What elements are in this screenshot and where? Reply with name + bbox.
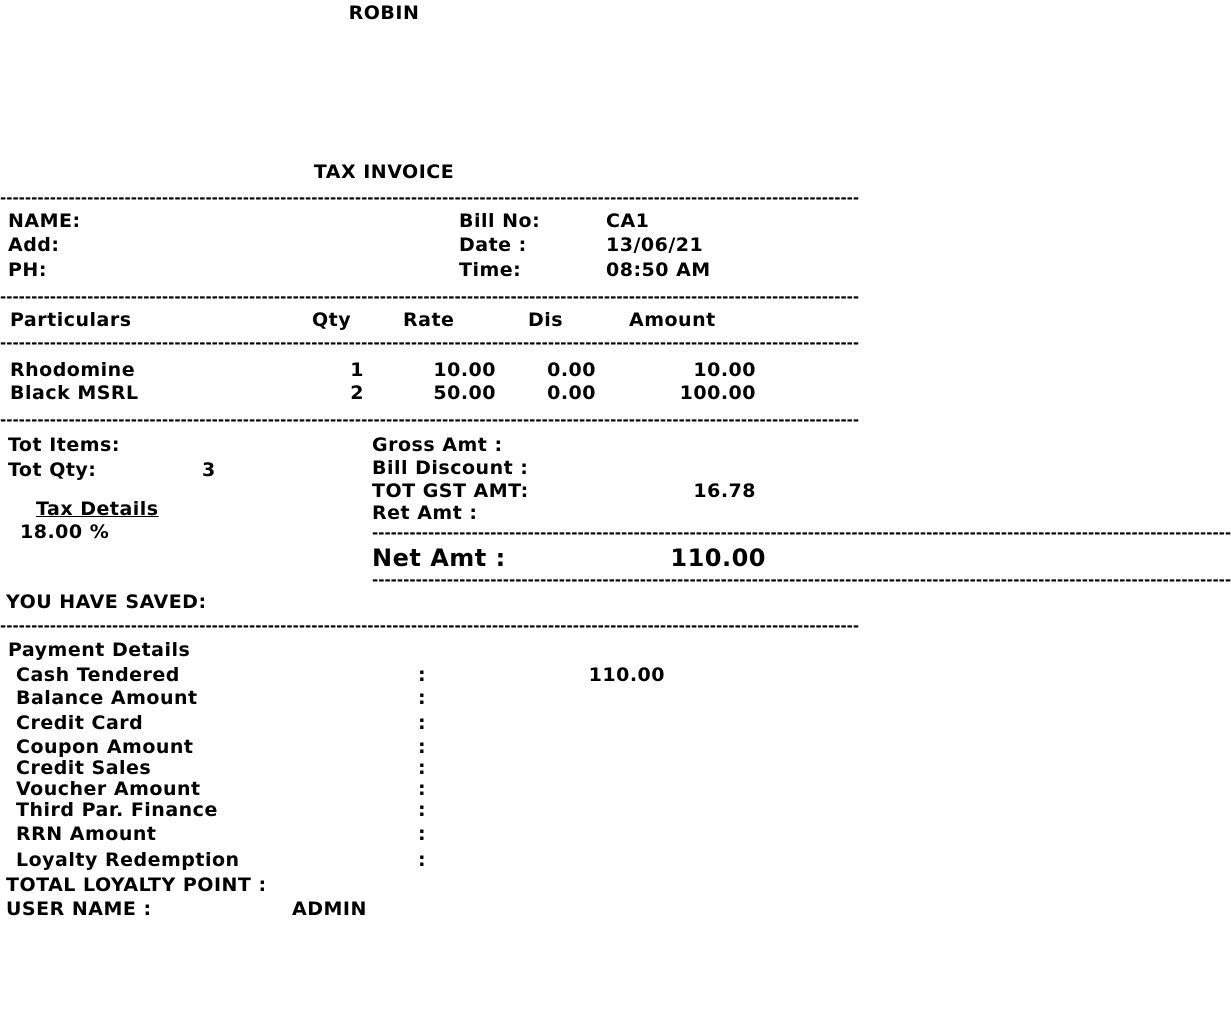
divider: ------------------------------------------------------------------------------------------------------------------------------------------	[372, 524, 1231, 542]
payment-colon: :	[418, 757, 427, 779]
payment-label: Coupon Amount	[16, 736, 194, 758]
payment-value: 110.00	[588, 664, 665, 686]
payment-colon: :	[418, 736, 427, 758]
divider: ------------------------------------------------------------------------------------------------------------------------------------------	[0, 411, 860, 429]
item-qty: 1	[350, 359, 364, 381]
total-gst-value: 16.78	[693, 480, 756, 502]
tax-details-heading: Tax Details	[36, 498, 159, 520]
divider: ------------------------------------------------------------------------------------------------------------------------------------------	[0, 617, 860, 635]
tax-rate: 18.00 %	[20, 521, 110, 543]
bill-no-value: CA1	[606, 210, 650, 232]
payment-label: Voucher Amount	[16, 778, 201, 800]
divider: ------------------------------------------------------------------------------------------------------------------------------------------	[0, 189, 860, 207]
column-header-amount: Amount	[629, 309, 716, 331]
divider: ------------------------------------------------------------------------------------------------------------------------------------------	[372, 571, 1231, 589]
document-title: TAX INVOICE	[313, 161, 455, 183]
time-value: 08:50 AM	[606, 259, 711, 281]
shop-name: ROBIN	[348, 2, 420, 24]
column-header-particulars: Particulars	[10, 309, 132, 331]
net-amount-label: Net Amt :	[372, 544, 506, 572]
column-header-qty: Qty	[312, 309, 352, 331]
date-value: 13/06/21	[606, 234, 704, 256]
item-amount: 10.00	[693, 359, 756, 381]
item-discount: 0.00	[547, 359, 596, 381]
date-label: Date :	[459, 234, 527, 256]
total-qty-value: 3	[202, 459, 216, 481]
customer-phone-label: PH:	[8, 259, 47, 281]
payment-label: RRN Amount	[16, 823, 157, 845]
payment-label: Credit Sales	[16, 757, 152, 779]
payment-colon: :	[418, 664, 427, 686]
you-have-saved-label: YOU HAVE SAVED:	[6, 591, 207, 613]
item-name: Black MSRL	[10, 382, 139, 404]
gross-amount-label: Gross Amt :	[372, 434, 503, 456]
item-rate: 50.00	[433, 382, 496, 404]
bill-discount-label: Bill Discount :	[372, 457, 529, 479]
total-gst-label: TOT GST AMT:	[372, 480, 529, 502]
payment-colon: :	[418, 778, 427, 800]
item-qty: 2	[350, 382, 364, 404]
net-amount-value: 110.00	[670, 544, 766, 572]
total-items-label: Tot Items:	[8, 434, 120, 456]
payment-label: Balance Amount	[16, 687, 198, 709]
return-amount-label: Ret Amt :	[372, 502, 478, 524]
divider: ------------------------------------------------------------------------------------------------------------------------------------------	[0, 288, 860, 306]
user-name-label: USER NAME :	[6, 898, 152, 920]
item-name: Rhodomine	[10, 359, 136, 381]
item-rate: 10.00	[433, 359, 496, 381]
bill-no-label: Bill No:	[459, 210, 541, 232]
total-loyalty-point-label: TOTAL LOYALTY POINT :	[6, 874, 267, 896]
payment-label: Cash Tendered	[16, 664, 180, 686]
divider: ------------------------------------------------------------------------------------------------------------------------------------------	[0, 334, 860, 352]
payment-colon: :	[418, 712, 427, 734]
column-header-rate: Rate	[403, 309, 455, 331]
total-qty-label: Tot Qty:	[8, 459, 97, 481]
user-name-value: ADMIN	[292, 898, 367, 920]
customer-name-label: NAME:	[8, 210, 81, 232]
payment-colon: :	[418, 687, 427, 709]
payment-colon: :	[418, 849, 427, 871]
payment-label: Loyalty Redemption	[16, 849, 240, 871]
payment-label: Third Par. Finance	[16, 799, 218, 821]
payment-label: Credit Card	[16, 712, 144, 734]
column-header-dis: Dis	[528, 309, 564, 331]
payment-colon: :	[418, 799, 427, 821]
item-amount: 100.00	[679, 382, 756, 404]
item-discount: 0.00	[547, 382, 596, 404]
payment-colon: :	[418, 823, 427, 845]
time-label: Time:	[459, 259, 522, 281]
payment-details-heading: Payment Details	[8, 639, 191, 661]
customer-address-label: Add:	[8, 234, 60, 256]
